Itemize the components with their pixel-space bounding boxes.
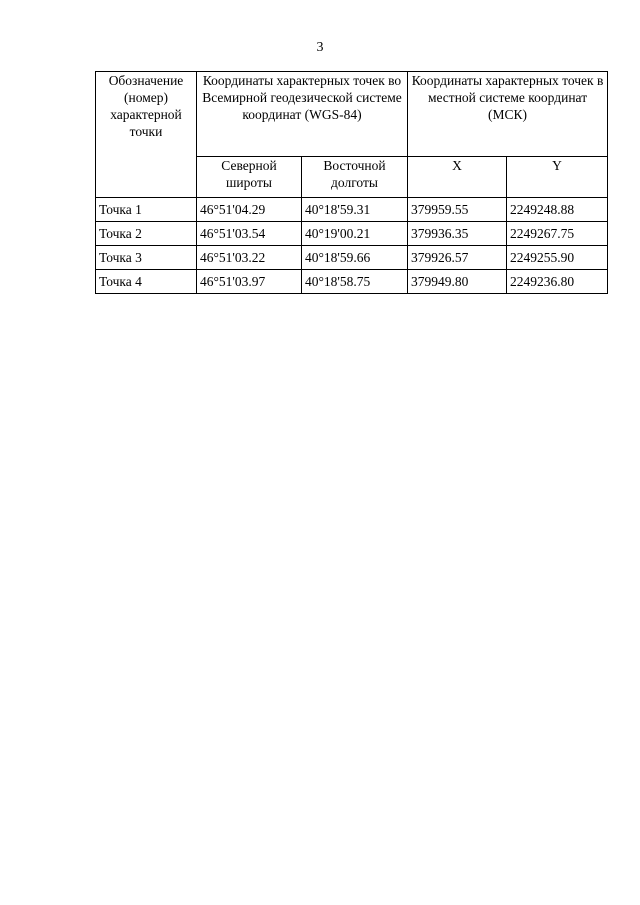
table-row [96,222,608,246]
point-name: Точка 2 [96,222,197,246]
point-x: 379936.35 [408,222,507,246]
point-longitude: 40°19'00.21 [302,222,408,246]
header-x: X [408,157,507,198]
point-name: Точка 3 [96,246,197,270]
header-point-designation: Обозначение (номер) характерной точки [96,72,197,198]
header-north-latitude: Северной широты [197,157,302,198]
table-row [96,198,608,222]
point-longitude: 40°18'58.75 [302,270,408,294]
point-longitude: 40°18'59.66 [302,246,408,270]
header-y: Y [507,157,608,198]
page-number: 3 [316,40,324,55]
header-east-longitude: Восточной долготы [302,157,408,198]
point-y: 2249236.80 [507,270,608,294]
point-x: 379926.57 [408,246,507,270]
table-row [96,246,608,270]
point-latitude: 46°51'04.29 [197,198,302,222]
header-wgs84-coordinates: Координаты характерных точек во Всемирной геодезической системе координат (WGS-84) [197,72,408,157]
point-latitude: 46°51'03.97 [197,270,302,294]
point-x: 379949.80 [408,270,507,294]
table-row [96,270,608,294]
point-longitude: 40°18'59.31 [302,198,408,222]
header-local-coordinates: Координаты характерных точек в местной системе координат (МСК) [408,72,608,157]
point-name: Точка 1 [96,198,197,222]
point-latitude: 46°51'03.22 [197,246,302,270]
point-y: 2249267.75 [507,222,608,246]
point-y: 2249255.90 [507,246,608,270]
coordinates-table [95,71,608,294]
point-name: Точка 4 [96,270,197,294]
header-row-group [96,72,608,157]
point-x: 379959.55 [408,198,507,222]
point-latitude: 46°51'03.54 [197,222,302,246]
point-y: 2249248.88 [507,198,608,222]
